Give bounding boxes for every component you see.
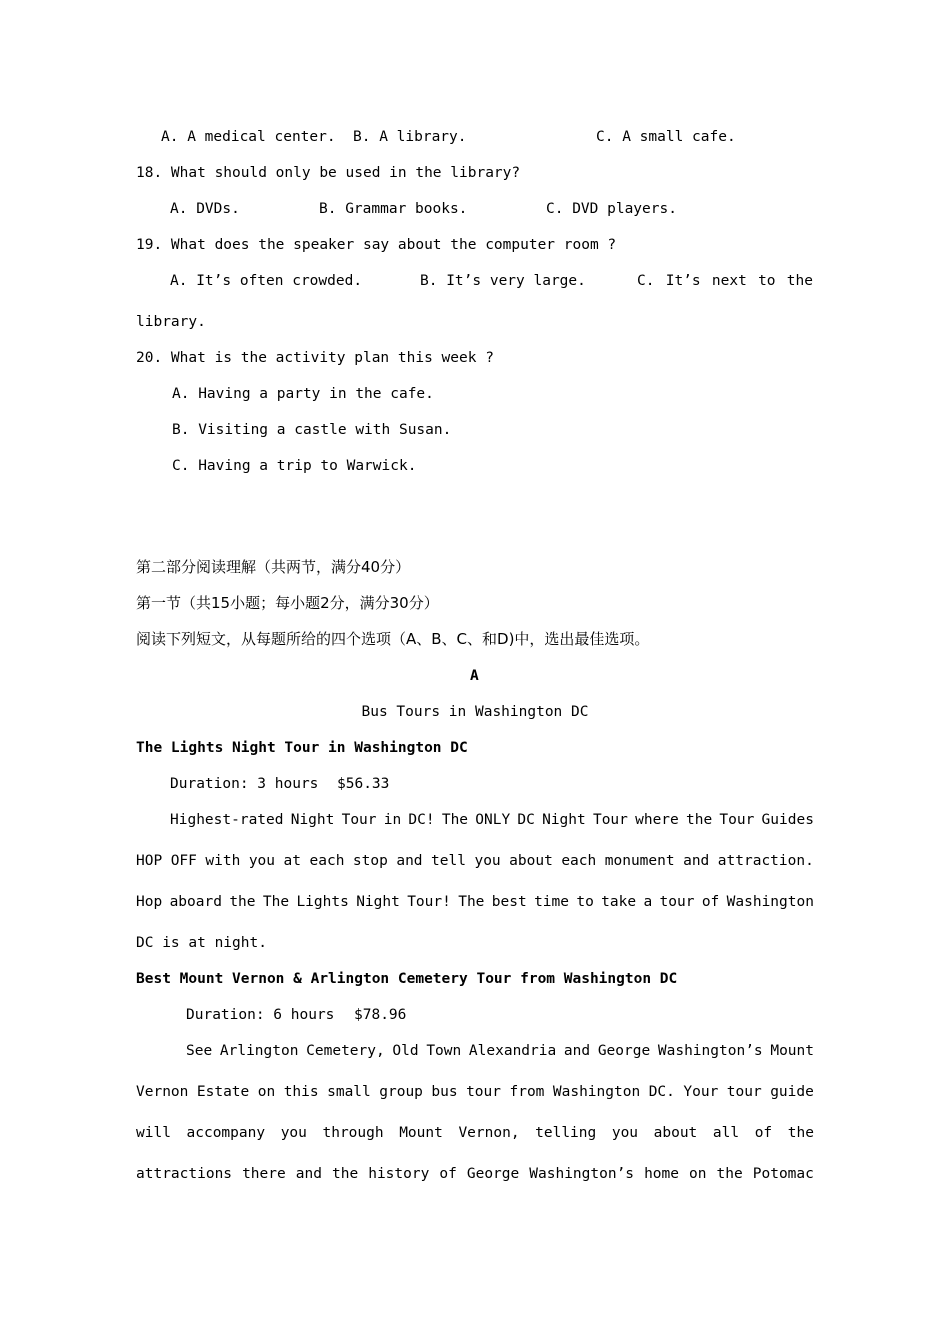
tour1-line-4: DC is at night. bbox=[136, 935, 267, 951]
q19-option-c-continued: library. bbox=[136, 314, 206, 330]
q19-option-c: C. It’s next to the bbox=[637, 273, 813, 289]
tour2-line-4: attractions there and the history of George Washington’s home on the Potomac bbox=[136, 1166, 814, 1182]
q17-option-a: A. A medical center. bbox=[161, 129, 336, 145]
tour2-line-3: will accompany you through Mount Vernon, telling you about all of the bbox=[136, 1125, 814, 1141]
tour2-line-2: Vernon Estate on this small group bus tour from Washington DC. Your tour guide bbox=[136, 1084, 814, 1100]
tour1-line-3: Hop aboard the The Lights Night Tour! The best time to take a tour of Washington bbox=[136, 894, 814, 910]
reading-instruction: 阅读下列短文，从每题所给的四个选项（A、B、C、和D)中，选出最佳选项。 bbox=[136, 630, 650, 648]
tour1-duration: Duration: 3 hours bbox=[170, 776, 319, 792]
q18-option-b: B. Grammar books. bbox=[319, 201, 468, 217]
tour1-line-2: HOP OFF with you at each stop and tell you about each monument and attraction. bbox=[136, 853, 814, 869]
tour2-price: $78.96 bbox=[354, 1007, 407, 1023]
section1-heading: 第一节（共15小题；每小题2分，满分30分） bbox=[136, 594, 439, 612]
tour2-line-1: See Arlington Cemetery, Old Town Alexandria and George Washington’s Mount bbox=[186, 1043, 814, 1059]
passage-letter: A bbox=[470, 668, 479, 684]
tour2-duration: Duration: 6 hours bbox=[186, 1007, 335, 1023]
q18-option-a: A. DVDs. bbox=[170, 201, 240, 217]
q18-option-c: C. DVD players. bbox=[546, 201, 677, 217]
q19-option-a: A. It’s often crowded. bbox=[170, 273, 363, 289]
q20-option-c: C. Having a trip to Warwick. bbox=[172, 458, 417, 474]
q20-option-b: B. Visiting a castle with Susan. bbox=[172, 422, 452, 438]
q19-option-b: B. It’s very large. bbox=[420, 273, 586, 289]
q17-option-c: C. A small cafe. bbox=[596, 129, 736, 145]
q17-option-b: B. A library. bbox=[353, 129, 467, 145]
part2-heading: 第二部分阅读理解（共两节，满分40分） bbox=[136, 558, 411, 576]
tour1-line-1: Highest-rated Night Tour in DC! The ONLY DC Night Tour where the Tour Guides bbox=[170, 812, 814, 828]
tour1-name: The Lights Night Tour in Washington DC bbox=[136, 740, 468, 756]
q20-stem: 20. What is the activity plan this week ? bbox=[136, 350, 494, 366]
tour2-name: Best Mount Vernon & Arlington Cemetery Tour from Washington DC bbox=[136, 971, 678, 987]
q18-stem: 18. What should only be used in the library? bbox=[136, 165, 521, 181]
tour1-price: $56.33 bbox=[337, 776, 390, 792]
q19-stem: 19. What does the speaker say about the computer room ? bbox=[136, 237, 617, 253]
q20-option-a: A. Having a party in the cafe. bbox=[172, 386, 434, 402]
passage-title: Bus Tours in Washington DC bbox=[361, 704, 589, 720]
